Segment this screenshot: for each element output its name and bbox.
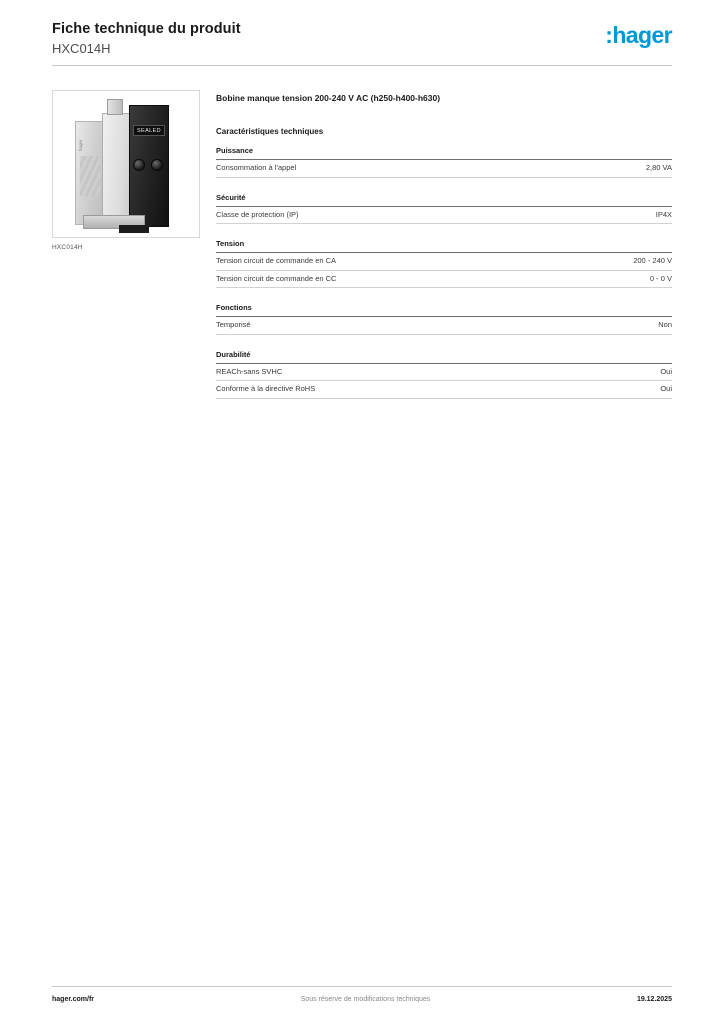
product-name: Bobine manque tension 200-240 V AC (h250-h400-h630) [216, 93, 441, 103]
spec-group-title: Durabilité [216, 349, 672, 364]
specifications-column [216, 92, 672, 413]
product-reference: HXC014H [52, 41, 111, 56]
footer-website[interactable]: hager.com/fr [52, 996, 95, 1003]
spec-row-label: Tension circuit de commande en CA [216, 256, 337, 265]
terminal-two [151, 159, 163, 171]
spec-row [216, 317, 672, 335]
spec-group [216, 302, 672, 335]
spec-row-label: REACh-sans SVHC [216, 366, 283, 376]
page-title: Fiche technique du produit [52, 21, 241, 37]
spec-row [216, 271, 672, 289]
spec-row-label: Conforme à la directive RoHS [216, 384, 316, 393]
product-image-column [52, 90, 200, 251]
header-divider [52, 65, 672, 66]
spec-row-value: IP4X [655, 209, 672, 219]
spec-groups [216, 145, 672, 399]
spec-group-title: Tension [216, 238, 672, 253]
spec-group [216, 145, 672, 178]
terminal-one [133, 159, 145, 171]
spec-row-value: 2,80 VA [645, 163, 672, 172]
footer-date: 19.12.2025 [636, 996, 672, 1003]
spec-row [216, 364, 672, 382]
spec-group-title: Fonctions [216, 302, 672, 317]
spec-row-value: 200 - 240 V [633, 256, 672, 265]
spec-group-title: Puissance [216, 145, 672, 160]
spec-row [216, 381, 672, 399]
product-photo [52, 90, 200, 238]
spec-row-value: 0 - 0 V [649, 273, 672, 283]
spec-group-title: Sécurité [216, 192, 672, 207]
spec-row-label: Consommation à l'appel [216, 163, 297, 172]
spec-group [216, 238, 672, 288]
hager-logo: :hager [605, 22, 672, 48]
page-header [52, 20, 672, 64]
spec-row-value: Non [658, 320, 672, 329]
footer-divider [52, 986, 672, 987]
spec-row-label: Tension circuit de commande en CC [216, 273, 337, 283]
page-footer [52, 996, 672, 1003]
device-bottom-tab [119, 225, 149, 233]
spec-row [216, 207, 672, 225]
spec-row [216, 160, 672, 178]
spec-group [216, 349, 672, 399]
spec-row-value: Oui [660, 384, 672, 393]
spec-group [216, 192, 672, 225]
spec-row-label: Classe de protection (IP) [216, 209, 299, 219]
product-illustration [69, 99, 181, 233]
footer-disclaimer: Sous réserve de modifications techniques [300, 996, 431, 1003]
device-top-clip [107, 99, 123, 115]
spec-row-value: Oui [660, 366, 672, 376]
device-side-text: hager [78, 139, 83, 151]
header-titles [52, 20, 241, 57]
spec-row-label: Temporisé [216, 320, 251, 329]
product-image-caption: HXC014H [52, 244, 83, 251]
section-heading: Caractéristiques techniques [216, 127, 324, 136]
sealed-label: SEALED [133, 125, 165, 136]
spec-row [216, 253, 672, 271]
